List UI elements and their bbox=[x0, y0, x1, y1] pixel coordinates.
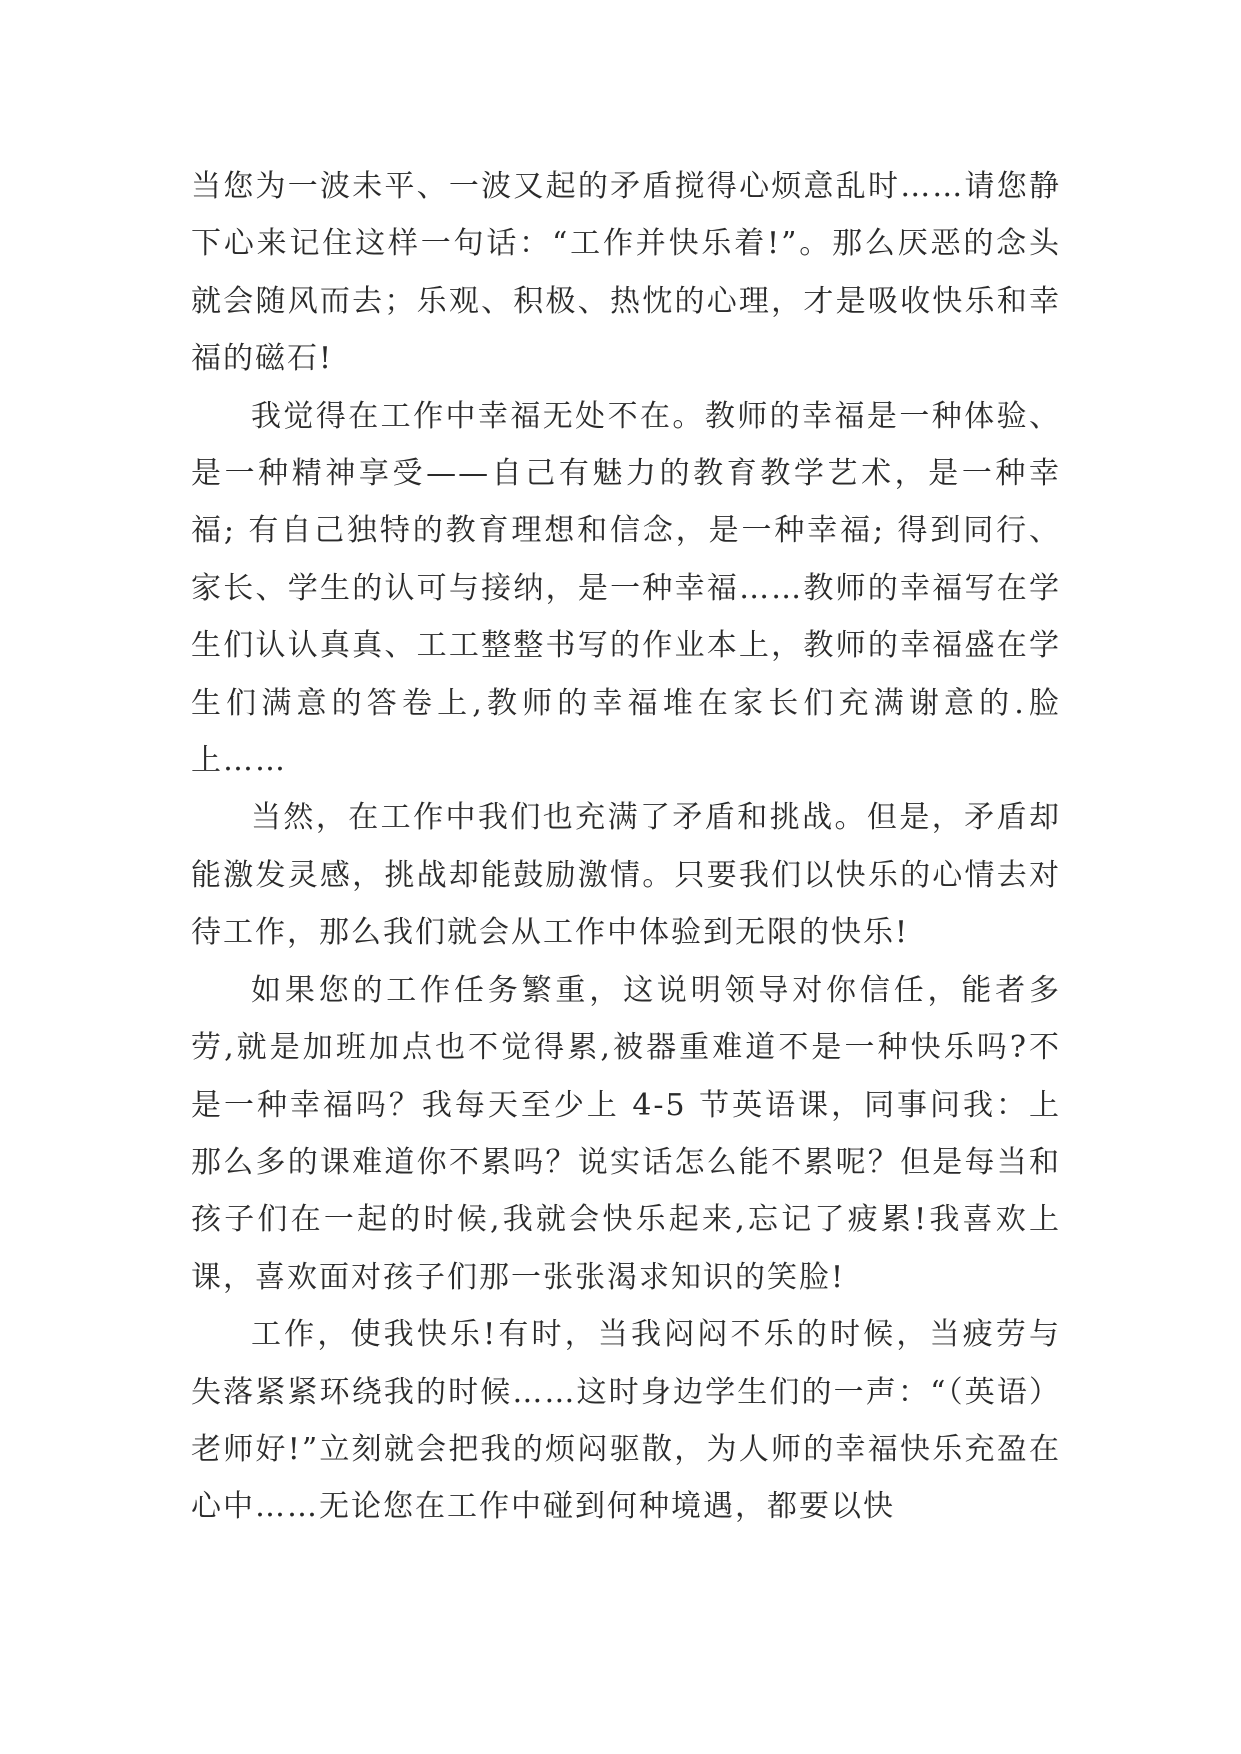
paragraph-5: 工作，使我快乐!有时，当我闷闷不乐的时候，当疲劳与失落紧紧环绕我的时候……这时身边学生们的一声：“（英语）老师好!”立刻就会把我的烦闷驱散，为人师的幸福快乐充盈在心中……无论您在工作中碰到何种境遇，都要以快 bbox=[191, 1317, 1061, 1525]
paragraph-3: 当然，在工作中我们也充满了矛盾和挑战。但是，矛盾却能激发灵感，挑战却能鼓励激情。只要我们以快乐的心情去对待工作，那么我们就会从工作中体验到无限的快乐! bbox=[191, 800, 1061, 951]
paragraph-1: 当您为一波未平、一波又起的矛盾搅得心烦意乱时……请您静下心来记住这样一句话：“工作并快乐着!”。那么厌恶的念头就会随风而去；乐观、积极、热忱的心理，才是吸收快乐和幸福的磁石! bbox=[191, 169, 1061, 377]
document-body bbox=[191, 158, 1061, 1536]
paragraph-4: 如果您的工作任务繁重，这说明领导对你信任，能者多劳,就是加班加点也不觉得累,被器重难道不是一种快乐吗?不是一种幸福吗？我每天至少上 4-5 节英语课，同事问我：上那么多的课难道你不累吗？说实话怎么能不累呢？但是每当和孩子们在一起的时候,我就会快乐起来,忘记了疲累!我喜欢上课，喜欢面对孩子们那一张张渴求知识的笑脸! bbox=[191, 972, 1061, 1295]
paragraph-2: 我觉得在工作中幸福无处不在。教师的幸福是一种体验、是一种精神享受——自己有魅力的教育教学艺术，是一种幸福; 有自己独特的教育理想和信念，是一种幸福; 得到同行、家长、学生的认可与接纳，是一种幸福……教师的幸福写在学生们认认真真、工工整整书写的作业本上，教师的幸福盛在学生们满意的答卷上,教师的幸福堆在家长们充满谢意的.脸上…… bbox=[191, 398, 1061, 779]
